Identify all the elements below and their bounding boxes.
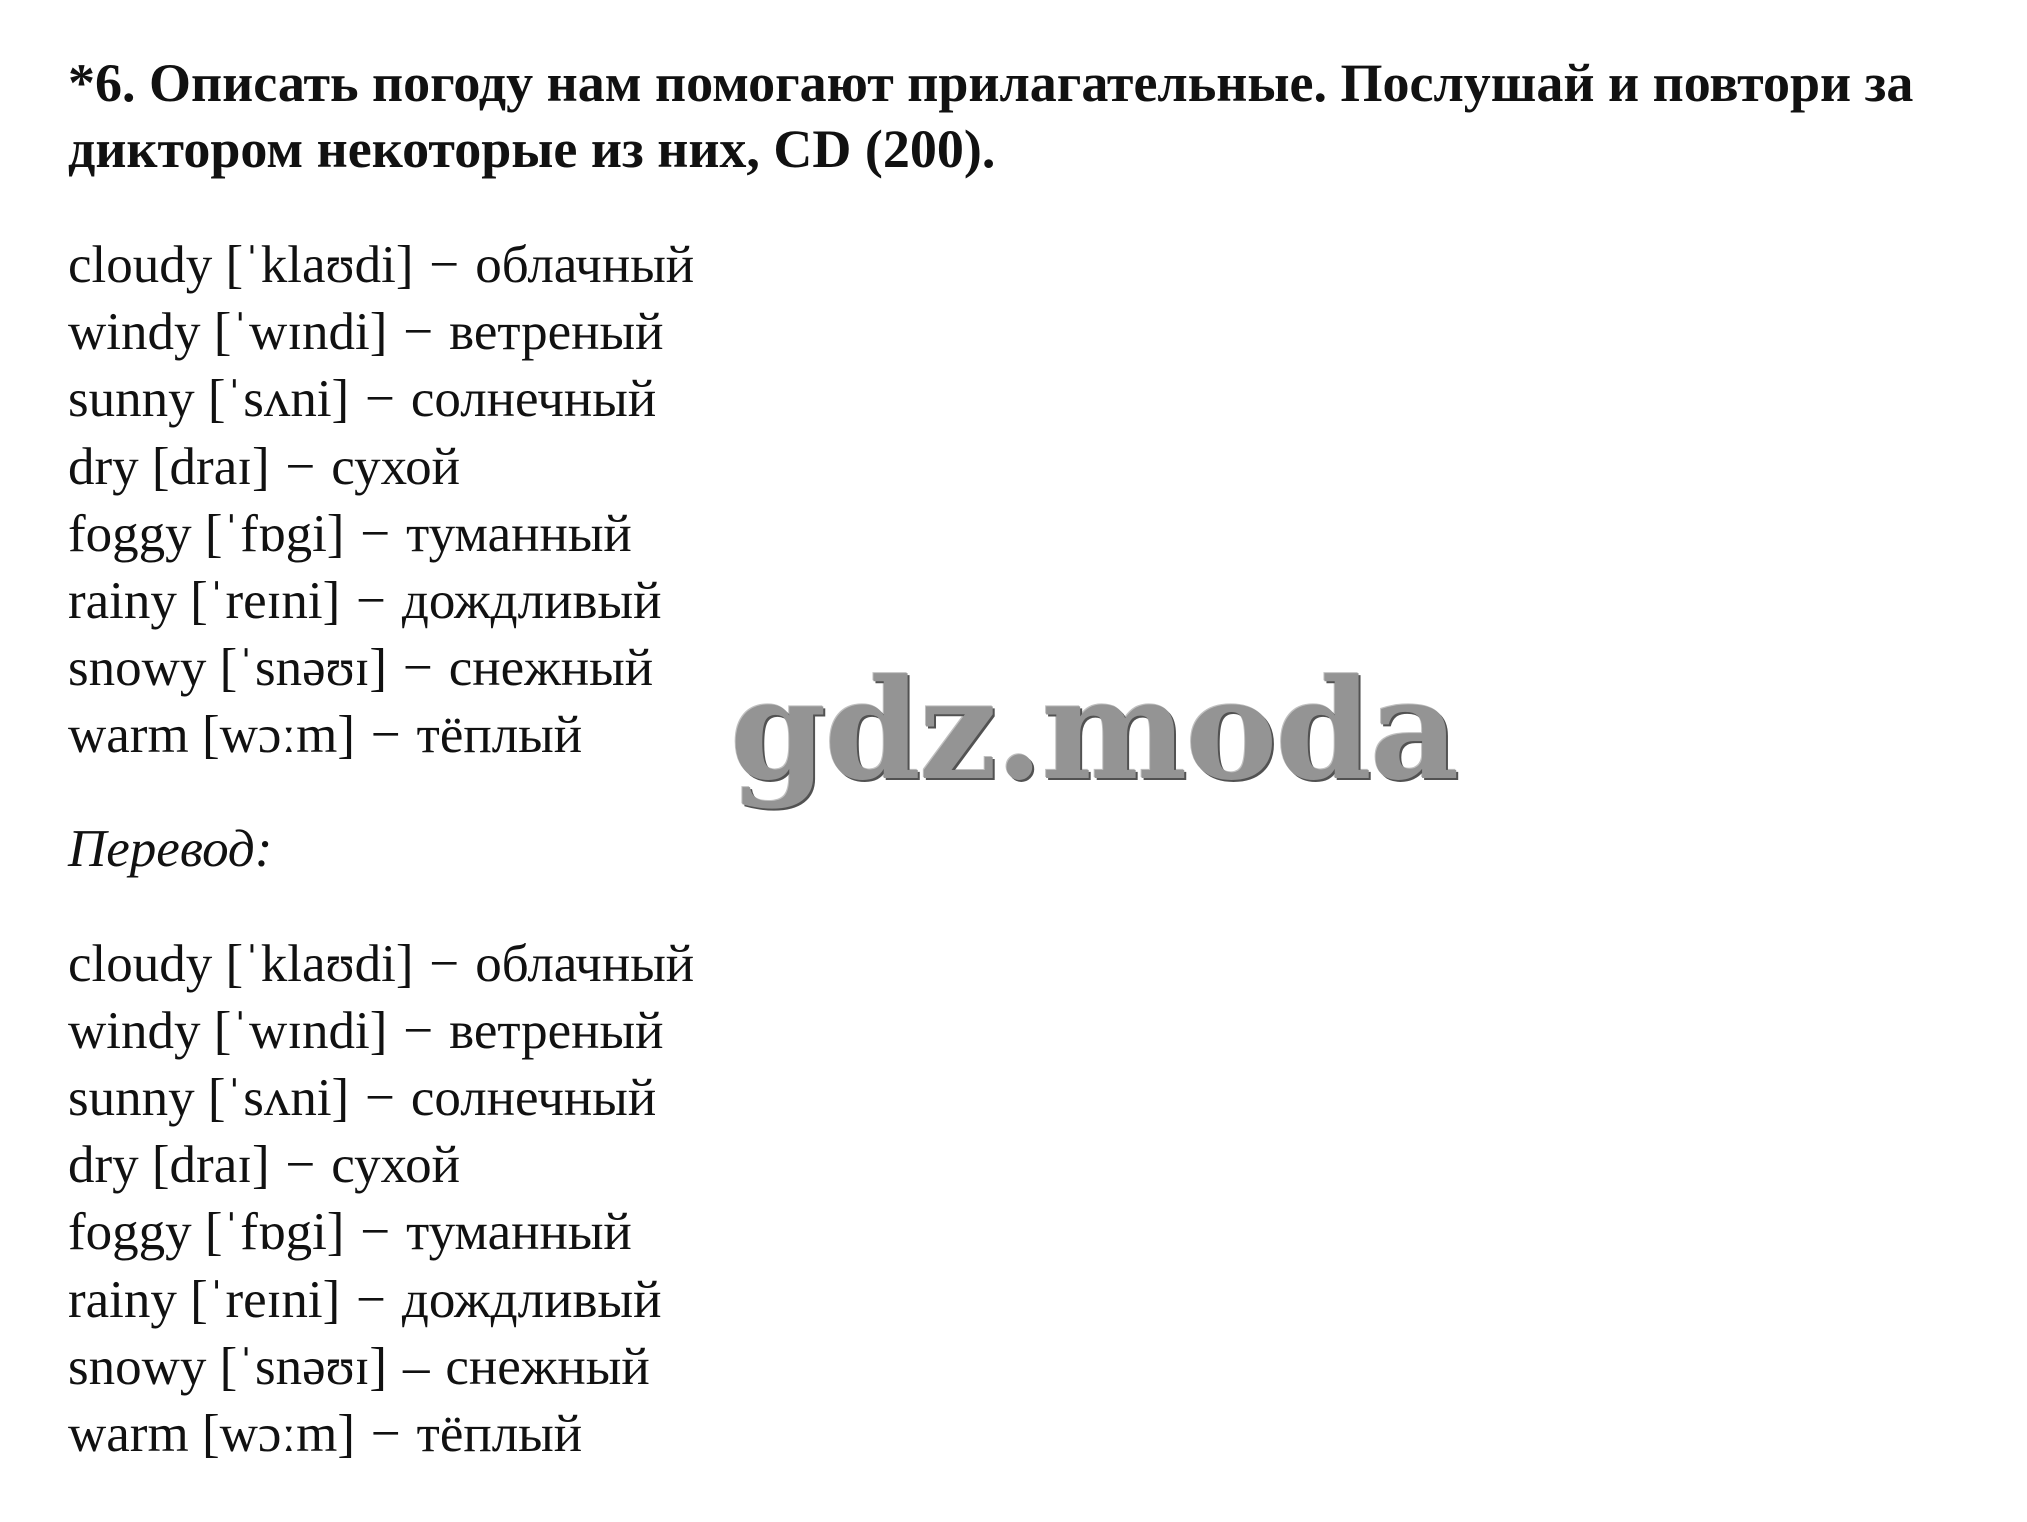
vocab-word: warm xyxy=(68,1405,189,1464)
vocab-word: snowy xyxy=(68,1337,207,1396)
vocab-translation: облачный xyxy=(475,934,695,993)
list-item xyxy=(68,232,2008,299)
vocab-transcription: [draɪ] xyxy=(151,1136,270,1195)
vocab-transcription: [ˈsnəʊɪ] xyxy=(219,1337,388,1396)
vocab-dash: − xyxy=(360,504,391,563)
vocab-word: sunny xyxy=(68,370,195,429)
vocab-transcription: [wɔːm] xyxy=(201,1405,355,1464)
vocab-dash: − xyxy=(356,572,387,631)
list-item xyxy=(68,1199,2008,1266)
vocab-word: foggy xyxy=(68,1203,192,1262)
list-item xyxy=(68,434,2008,501)
vocab-word: windy xyxy=(68,303,201,362)
list-item xyxy=(68,1267,2008,1334)
list-item xyxy=(68,1132,2008,1199)
vocab-translation: солнечный xyxy=(410,370,657,429)
vocab-transcription: [ˈklaʊdi] xyxy=(225,236,414,294)
translation-label: Перевод: xyxy=(68,819,273,878)
list-item xyxy=(68,568,2008,635)
vocab-transcription: [ˈklaʊdi] xyxy=(225,934,414,993)
vocab-word: sunny xyxy=(68,1069,195,1128)
vocab-dash: − xyxy=(365,1069,395,1128)
vocab-translation: ветреный xyxy=(449,1001,664,1060)
exercise-title: *6. Описать погоду нам помогают прилагательные. Послушай и повтори за диктором некоторые из них, CD (200). xyxy=(68,53,1914,179)
vocab-transcription: [ˈfɒgi] xyxy=(204,1203,345,1262)
vocab-dash: – xyxy=(402,1337,430,1396)
vocab-transcription: [draɪ] xyxy=(151,437,270,496)
vocab-word: windy xyxy=(68,1001,201,1060)
vocab-word: cloudy xyxy=(68,236,213,294)
list-item xyxy=(68,366,2008,433)
vocab-transcription: [ˈsnəʊɪ] xyxy=(219,639,388,698)
list-item xyxy=(68,299,2008,366)
vocab-dash: − xyxy=(356,1270,387,1329)
vocab-word: dry xyxy=(68,437,139,496)
vocab-dash: − xyxy=(370,1405,401,1464)
vocab-word: rainy xyxy=(68,572,177,631)
list-item xyxy=(68,1065,2008,1132)
vocab-dash: − xyxy=(365,370,395,429)
vocab-transcription: [ˈwɪndi] xyxy=(213,1001,388,1060)
vocab-word: foggy xyxy=(68,504,192,563)
vocab-word: cloudy xyxy=(68,934,213,993)
list-item xyxy=(68,501,2008,568)
vocab-translation: снежный xyxy=(445,1337,650,1396)
vocab-transcription: [wɔːm] xyxy=(201,706,355,765)
vocab-dash: − xyxy=(403,1001,434,1060)
vocab-word: dry xyxy=(68,1136,139,1195)
vocab-dash: − xyxy=(370,706,401,765)
watermark-logo: gdz.moda xyxy=(730,648,1458,811)
vocab-translation: туманный xyxy=(406,1203,632,1262)
vocab-dash: − xyxy=(429,934,460,993)
vocab-translation: тёплый xyxy=(416,706,583,765)
vocab-transcription: [ˈreɪni] xyxy=(190,572,341,631)
vocab-translation: тёплый xyxy=(416,1405,583,1464)
vocab-transcription: [ˈreɪni] xyxy=(190,1270,341,1329)
vocab-translation: дождливый xyxy=(401,1270,662,1329)
vocab-dash: − xyxy=(403,303,434,362)
vocab-translation: сухой xyxy=(331,1136,460,1195)
list-item xyxy=(68,998,2008,1065)
vocab-translation: сухой xyxy=(331,437,460,496)
vocab-dash: − xyxy=(285,1136,316,1195)
list-item xyxy=(68,1334,2008,1401)
vocab-transcription: [ˈfɒgi] xyxy=(204,504,345,563)
vocab-transcription: [ˈwɪndi] xyxy=(213,303,388,362)
vocab-dash: − xyxy=(285,437,316,496)
vocab-translation: снежный xyxy=(448,639,654,698)
vocab-dash: − xyxy=(360,1203,391,1262)
vocab-translation: ветреный xyxy=(449,303,664,362)
vocab-dash: − xyxy=(429,236,460,294)
vocab-translation: туманный xyxy=(406,504,632,563)
vocab-translation: дождливый xyxy=(401,572,662,631)
vocab-word: snowy xyxy=(68,639,207,698)
list-item xyxy=(68,1401,2008,1468)
vocab-translation: солнечный xyxy=(410,1069,657,1128)
vocab-word: warm xyxy=(68,706,189,765)
vocab-dash: − xyxy=(402,639,433,698)
list-item xyxy=(68,931,2008,998)
vocab-transcription: [ˈsʌni] xyxy=(207,370,350,429)
vocab-word: rainy xyxy=(68,1270,177,1329)
vocab-transcription: [ˈsʌni] xyxy=(207,1069,350,1128)
vocab-translation: облачный xyxy=(475,236,695,294)
translation-list xyxy=(68,931,2008,1469)
